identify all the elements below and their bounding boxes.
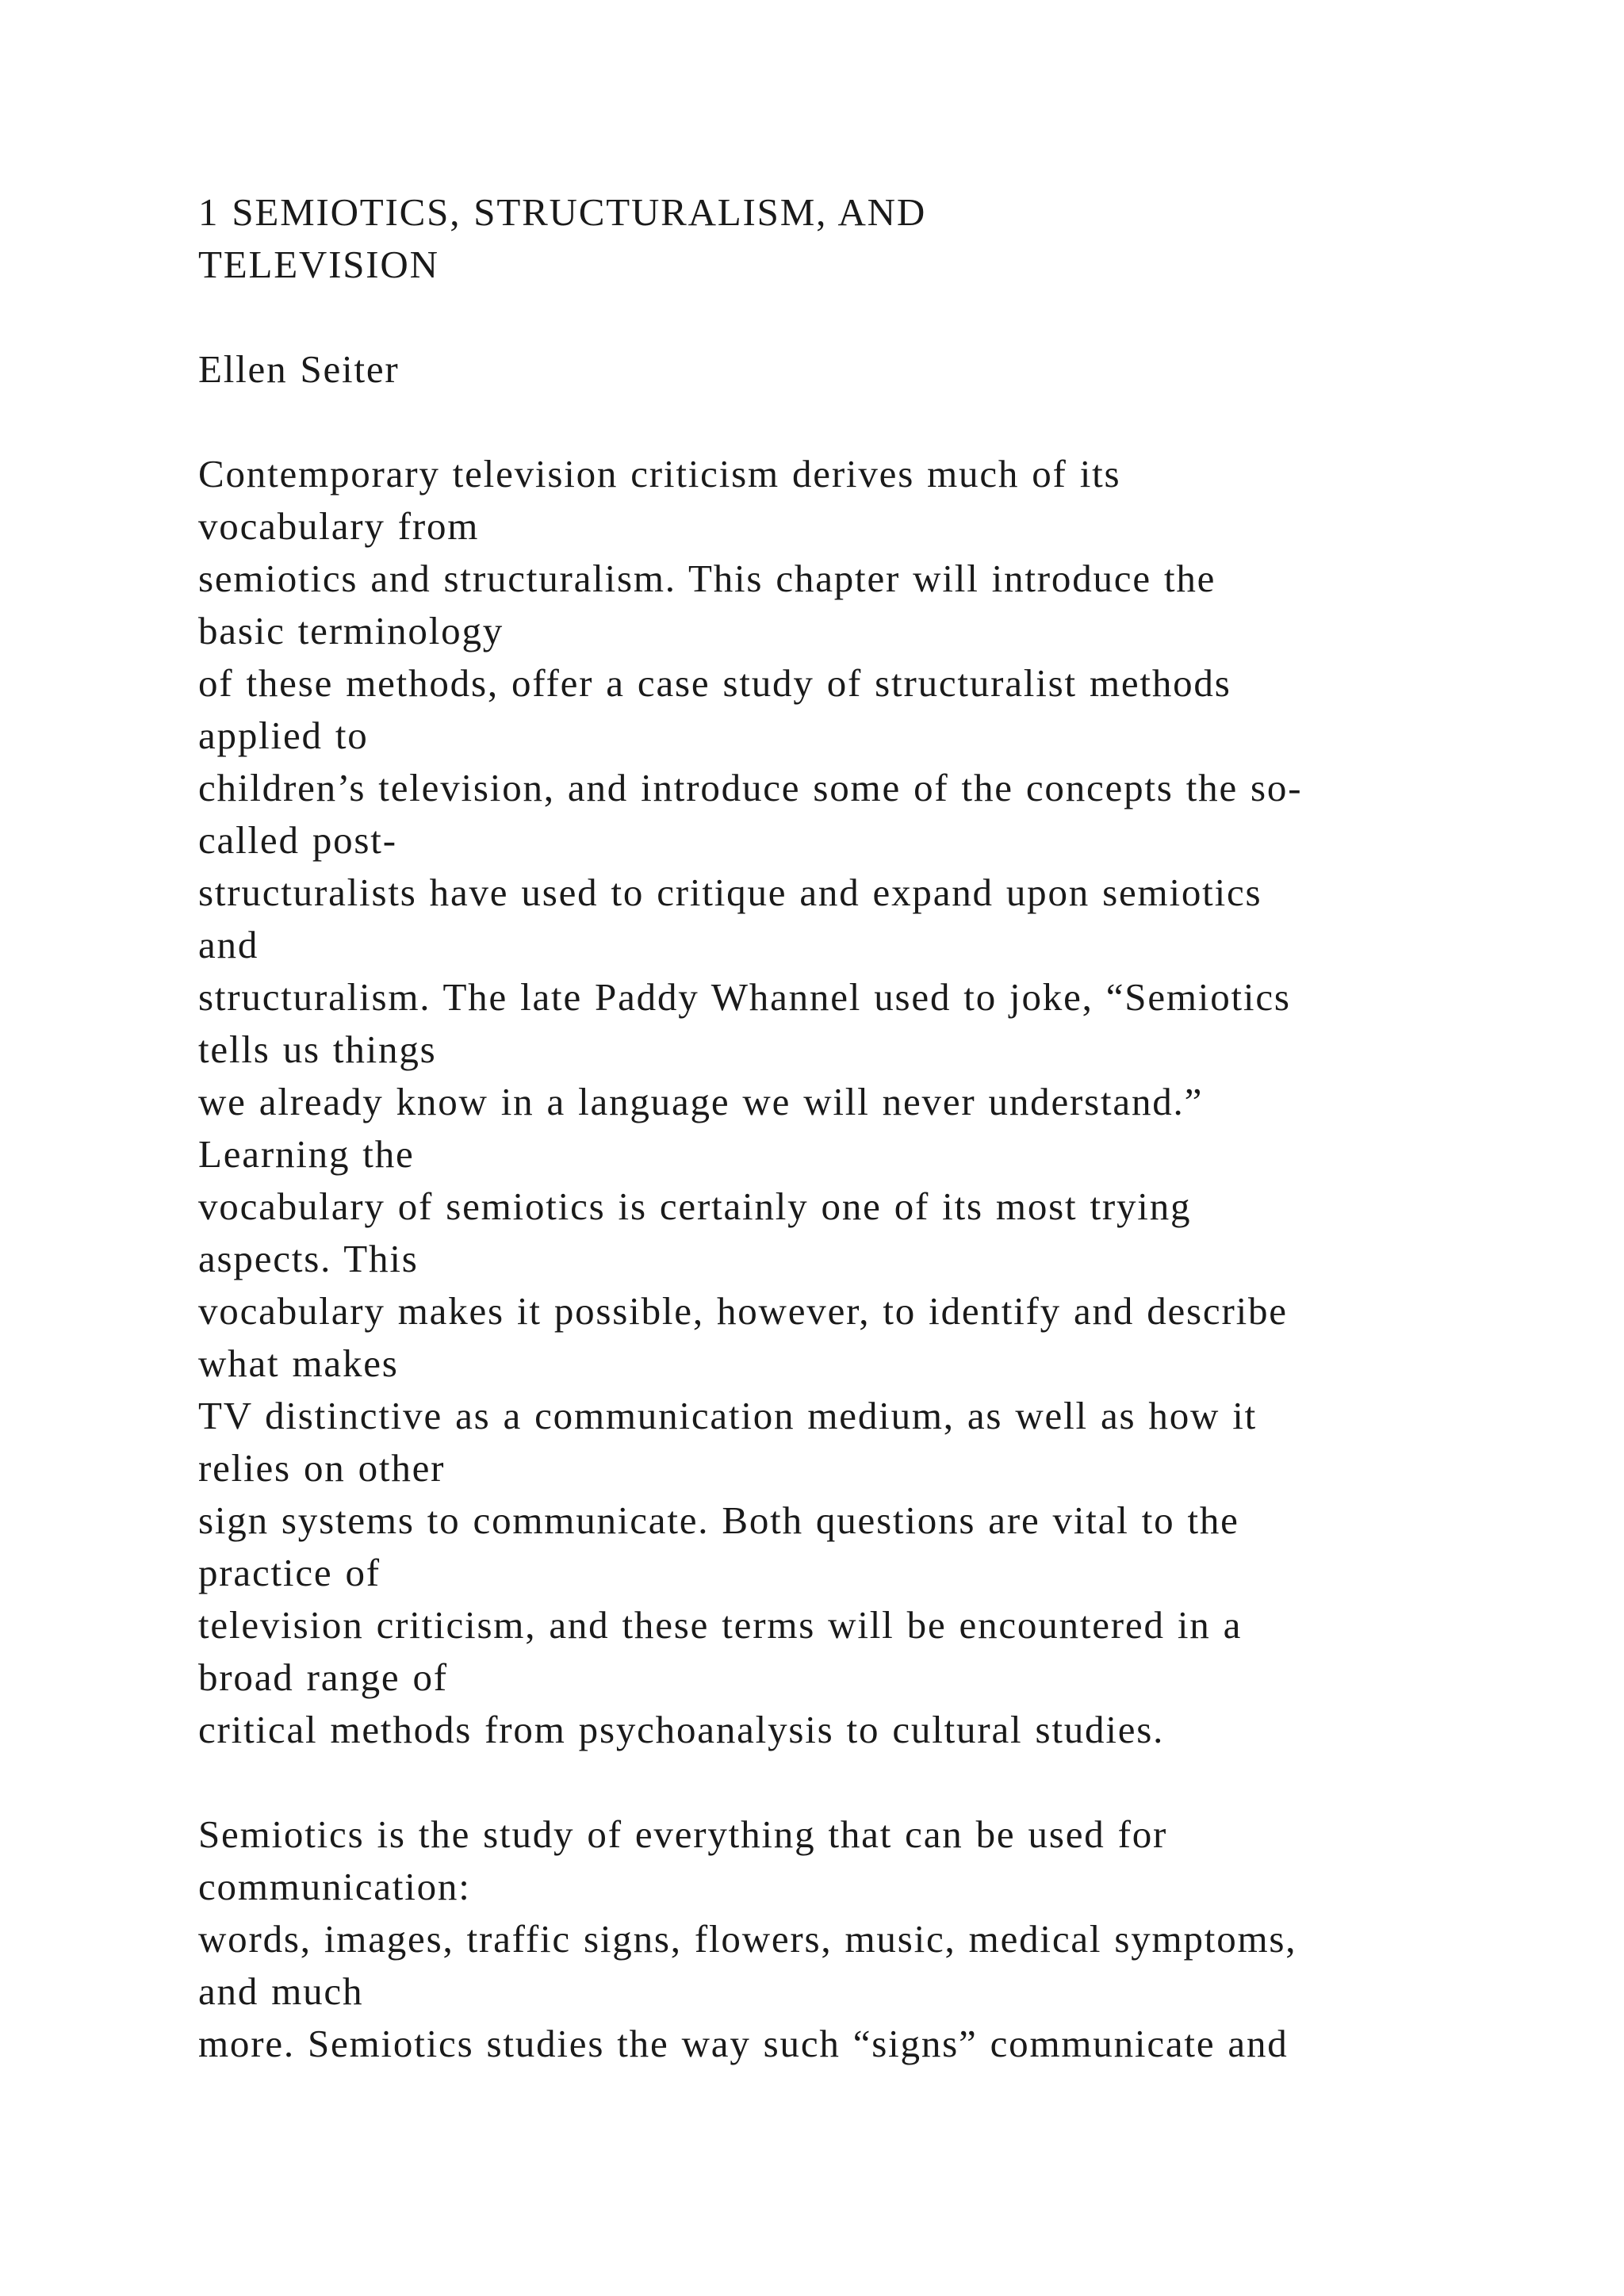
text-line: critical methods from psychoanalysis to cultural studies. — [198, 1708, 1165, 1751]
text-line: structuralism. The late Paddy Whannel used to joke, “Semiotics — [198, 975, 1291, 1019]
text-line: vocabulary from — [198, 504, 480, 548]
text-line: Contemporary television criticism derives much of its — [198, 452, 1121, 496]
chapter-title-line: 1 SEMIOTICS, STRUCTURALISM, AND — [198, 190, 927, 234]
text-line: aspects. This — [198, 1237, 419, 1280]
text-line: what makes — [198, 1341, 399, 1385]
text-line: and much — [198, 1969, 364, 2013]
spacer — [198, 291, 1546, 343]
text-line: communication: — [198, 1865, 471, 1908]
text-line: basic terminology — [198, 609, 504, 652]
spacer — [198, 1756, 1546, 1808]
text-line: broad range of — [198, 1655, 448, 1699]
text-line: vocabulary makes it possible, however, to identify and describe — [198, 1289, 1288, 1333]
text-line: of these methods, offer a case study of structuralist methods — [198, 661, 1231, 705]
text-line: sign systems to communicate. Both questions are vital to the — [198, 1498, 1239, 1542]
text-line: more. Semiotics studies the way such “signs” communicate and — [198, 2022, 1289, 2065]
text-line: children’s television, and introduce some of the concepts the so- — [198, 766, 1303, 809]
text-line: and — [198, 923, 259, 966]
text-line: semiotics and structuralism. This chapter will introduce the — [198, 557, 1216, 600]
text-line: relies on other — [198, 1446, 446, 1490]
text-line: Semiotics is the study of everything that can be used for — [198, 1812, 1168, 1856]
text-line: television criticism, and these terms will be encountered in a — [198, 1603, 1243, 1647]
text-line: applied to — [198, 714, 369, 757]
document-page — [198, 186, 1546, 2070]
spacer — [198, 396, 1546, 448]
text-line: called post- — [198, 818, 397, 862]
paragraph-1 — [198, 448, 1546, 1756]
text-line: Learning the — [198, 1132, 415, 1176]
chapter-title — [198, 186, 1546, 291]
chapter-title-line: TELEVISION — [198, 243, 439, 286]
text-line: structuralists have used to critique and expand upon semiotics — [198, 871, 1262, 914]
text-line: we already know in a language we will never understand.” — [198, 1080, 1204, 1123]
text-line: words, images, traffic signs, flowers, music, medical symptoms, — [198, 1917, 1297, 1961]
paragraph-2 — [198, 1808, 1546, 2070]
text-line: TV distinctive as a communication medium, as well as how it — [198, 1394, 1258, 1437]
text-line: vocabulary of semiotics is certainly one of its most trying — [198, 1184, 1192, 1228]
author-name: Ellen Seiter — [198, 347, 400, 391]
text-line: practice of — [198, 1551, 381, 1594]
text-line: tells us things — [198, 1027, 437, 1071]
